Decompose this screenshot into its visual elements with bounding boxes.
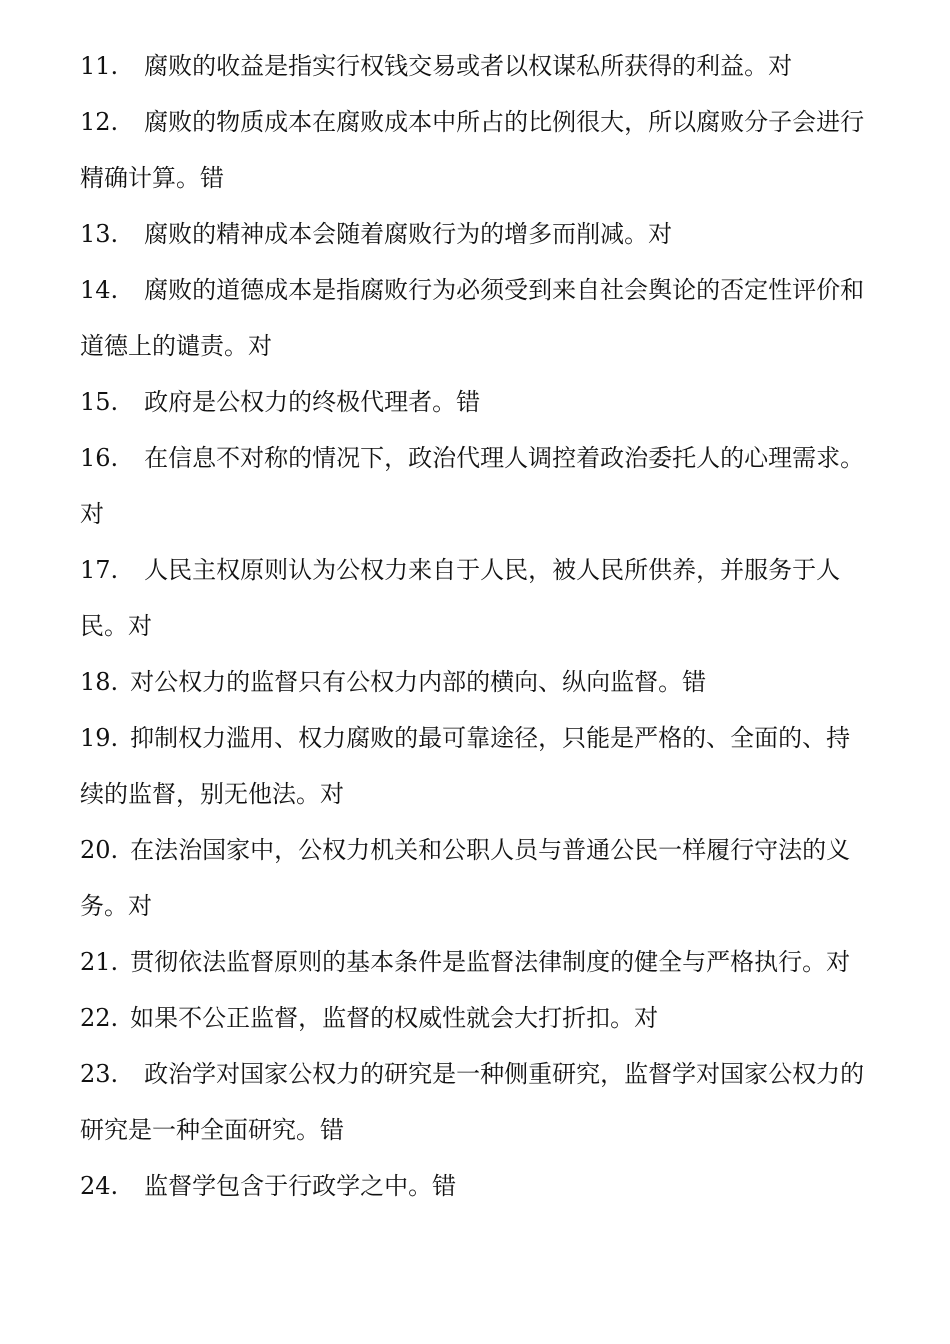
question-item-22 (80, 990, 870, 1046)
question-answer: 对 (248, 332, 272, 360)
question-text: 腐败的物质成本在腐败成本中所占的比例很大，所以腐败分子会进行精确计算。 (80, 108, 865, 192)
question-number: 16. (80, 444, 119, 472)
question-text: 贯彻依法监督原则的基本条件是监督法律制度的健全与严格执行。 (130, 948, 827, 976)
question-answer: 对 (80, 500, 104, 528)
question-text: 在法治国家中，公权力机关和公职人员与普通公民一样履行守法的义务。 (80, 836, 851, 920)
document-page (80, 38, 870, 1214)
question-answer: 错 (432, 1172, 457, 1200)
question-answer: 对 (768, 52, 793, 80)
question-answer: 错 (320, 1116, 344, 1144)
question-item-19 (80, 710, 870, 822)
question-text: 政治学对国家公权力的研究是一种侧重研究，监督学对国家公权力的研究是一种全面研究。 (80, 1060, 865, 1144)
question-number: 24. (80, 1172, 119, 1200)
question-text: 在信息不对称的情况下，政治代理人调控着政治委托人的心理需求。 (144, 444, 865, 472)
question-number: 19. (80, 724, 119, 752)
question-item-11 (80, 38, 870, 94)
question-number: 15. (80, 388, 119, 416)
question-number: 13. (80, 220, 119, 248)
question-item-20 (80, 822, 870, 934)
question-answer: 对 (128, 892, 152, 920)
question-text: 腐败的道德成本是指腐败行为必须受到来自社会舆论的否定性评价和道德上的谴责。 (80, 276, 865, 360)
question-answer: 错 (200, 164, 224, 192)
question-number: 23. (80, 1060, 119, 1088)
question-number: 17. (80, 556, 119, 584)
question-item-16 (80, 430, 870, 542)
question-item-23 (80, 1046, 870, 1158)
question-item-12 (80, 94, 870, 206)
question-number: 21. (80, 948, 119, 976)
question-item-15 (80, 374, 870, 430)
question-number: 12. (80, 108, 119, 136)
question-text: 人民主权原则认为公权力来自于人民，被人民所供养，并服务于人民。 (80, 556, 841, 640)
question-number: 20. (80, 836, 119, 864)
question-answer: 对 (128, 612, 152, 640)
question-answer: 对 (648, 220, 673, 248)
question-item-21 (80, 934, 870, 990)
question-answer: 对 (320, 780, 344, 808)
question-text: 如果不公正监督，监督的权威性就会大打折扣。 (130, 1004, 635, 1032)
question-item-14 (80, 262, 870, 374)
question-item-17 (80, 542, 870, 654)
question-answer: 对 (634, 1004, 659, 1032)
question-item-24 (80, 1158, 870, 1214)
question-text: 腐败的收益是指实行权钱交易或者以权谋私所获得的利益。 (144, 52, 769, 80)
question-number: 11. (80, 52, 119, 80)
question-text: 监督学包含于行政学之中。 (144, 1172, 433, 1200)
question-answer: 对 (826, 948, 851, 976)
question-text: 政府是公权力的终极代理者。 (144, 388, 457, 416)
question-answer: 错 (456, 388, 481, 416)
question-text: 抑制权力滥用、权力腐败的最可靠途径，只能是严格的、全面的、持续的监督，别无他法。 (80, 724, 851, 808)
question-item-18 (80, 654, 870, 710)
question-number: 14. (80, 276, 119, 304)
question-text: 腐败的精神成本会随着腐败行为的增多而削减。 (144, 220, 649, 248)
question-number: 18. (80, 668, 119, 696)
question-number: 22. (80, 1004, 119, 1032)
question-item-13 (80, 206, 870, 262)
question-text: 对公权力的监督只有公权力内部的横向、纵向监督。 (130, 668, 683, 696)
question-answer: 错 (682, 668, 707, 696)
